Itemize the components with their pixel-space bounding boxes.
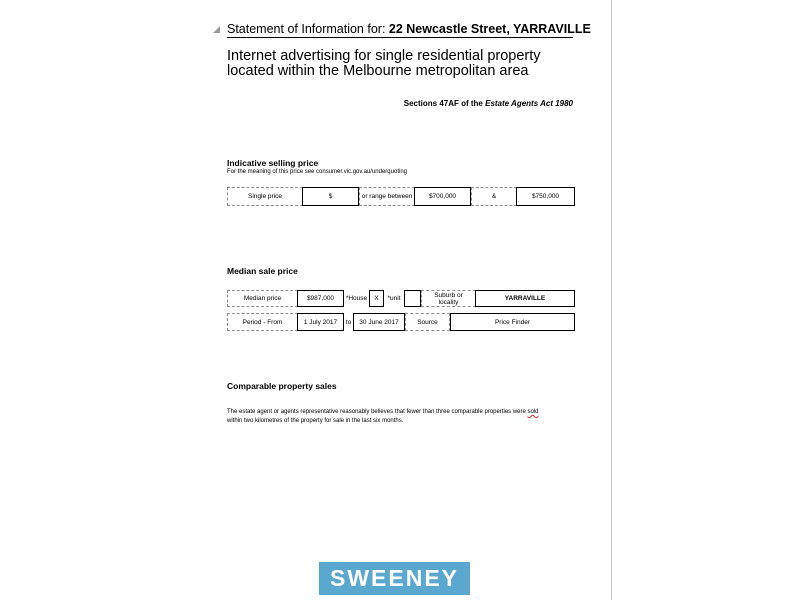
- page-corner-icon: [213, 26, 220, 33]
- median-price-field: $987,000: [297, 290, 344, 307]
- comparable-title: Comparable property sales: [227, 381, 337, 391]
- source-field: Price Finder: [450, 313, 575, 331]
- comparable-text-sold: sold: [527, 409, 539, 415]
- statement-title: [227, 22, 591, 38]
- house-checkbox: X: [369, 290, 384, 307]
- period-label: Period - From: [227, 313, 298, 331]
- page-heading: Internet advertising for single residential property located within the Melbourne metropolitan area: [227, 48, 541, 79]
- unit-label: *unit: [387, 295, 401, 302]
- unit-checkbox: [404, 290, 421, 307]
- period-to-field: 30 June 2017: [353, 313, 405, 331]
- comparable-text-after: within two kilometres of the property for sale in the last six months.: [227, 418, 404, 424]
- median-title: Median sale price: [227, 266, 298, 276]
- comparable-text-before: The estate agent or agents representative reasonably believes that fewer than three comparable properties were: [227, 409, 528, 415]
- period-to-label: to: [345, 318, 352, 326]
- right-gutter: [612, 0, 800, 600]
- property-address: 22 Newcastle Street, YARRAVILLE: [388, 22, 591, 36]
- median-price-label: Median price: [227, 290, 298, 307]
- act-name: Estate Agents Act 1980: [485, 99, 573, 108]
- sections-reference: [330, 99, 573, 108]
- indicative-note: For the meaning of this price see consumer.vic.gov.au/underquoting: [227, 169, 407, 175]
- statement-prefix: Statement of Information for:: [227, 22, 389, 36]
- range-high-field: $750,000: [516, 187, 575, 206]
- range-low-field: $700,000: [414, 187, 471, 206]
- sections-prefix: Sections 47AF of the: [403, 99, 486, 108]
- house-label: *House: [345, 295, 368, 302]
- suburb-label: Suburb or locality: [421, 290, 476, 307]
- source-label: Source: [405, 313, 450, 331]
- suburb-field: YARRAVILLE: [475, 290, 575, 307]
- comparable-text: [227, 408, 575, 426]
- sweeney-logo: SWEENEY: [319, 562, 470, 595]
- range-label: or range between: [359, 187, 415, 206]
- single-price-label: Single price: [227, 187, 303, 206]
- indicative-title: Indicative selling price: [227, 158, 319, 168]
- period-from-field: 1 July 2017: [297, 313, 344, 331]
- and-label: &: [471, 187, 517, 206]
- single-price-field: $: [302, 187, 359, 206]
